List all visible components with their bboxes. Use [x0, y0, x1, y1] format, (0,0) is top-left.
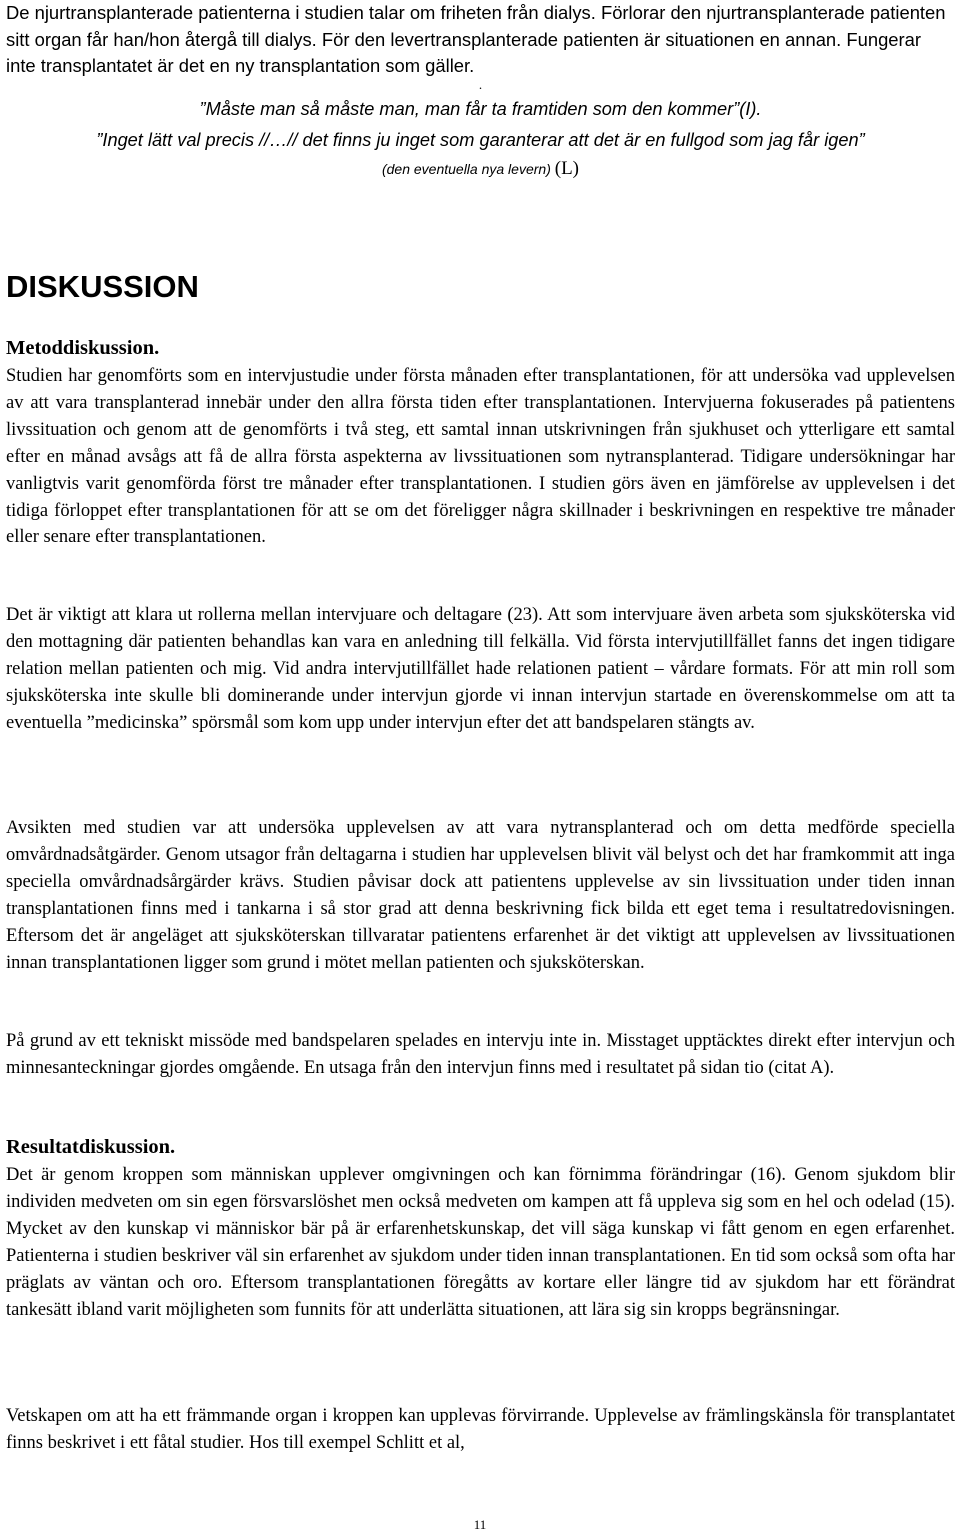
paragraph-text: Vetskapen om att ha ett främmande organ i kroppen kan upplevas förvirrande. Upplevelse av främlingskänsla för transplantatet finns beskrivet i ett fåtal studier. Hos till exempel Schlitt et al, [6, 1406, 955, 1453]
paragraph-text: På grund av ett tekniskt missöde med bandspelaren spelades en intervju inte in. Misstaget upptäcktes direkt efter intervjun och minnesanteckningar gjordes omgående. En utsaga från den intervjun finns med i resultatet på sidan tio (citat A). [6, 1031, 955, 1078]
intro-paragraph: De njurtransplanterade patienterna i studien talar om friheten från dialys. Förlorar den njurtransplanterade patienten sitt organ får han/hon återgå till dialys. För den levertransplanterade patienten är situationen en annan. Fungerar inte transplantatet är det en ny transplantation som gäller. [6, 2, 946, 77]
quote-two: ”Inget lätt val precis //…// det finns ju inget som garanterar att det är en fullgod som jag får igen” [96, 130, 865, 150]
paragraph-text: Studien har genomförts som en intervjustudie under första månaden efter transplantationen, för att undersöka vad upplevelsen av att vara transplanterad innebär under den allra första tiden efter transplantationen. Intervjuerna fokuserades på patientens livssituation och genom att de genomförts i två steg, ett samtal innan utskrivningen från sjukhuset och ytterligare ett samtal efter en månad avsågs att få de allra första aspekterna av livssituationen som nytransplanterad. Tidigare undersökningar har vanligtvis varit genomförda först tre månader efter transplantationen. I studien görs även en jämförelse av upplevelsen i det tidiga förloppet efter transplantationen för att se om det föreligger några skillnader i beskrivningen en respektive tre månader eller senare efter transplantationen. [6, 366, 955, 548]
quote-one: ”Måste man så måste man, man får ta framtiden som den kommer”(I). [199, 99, 762, 119]
paragraph-text: Det är viktigt att klara ut rollerna mellan intervjuare och deltagare (23). Att som intervjuare även arbeta som sjuksköterska vid den mottagning där patienten behandlas kan vara en anledning till felkälla. Vid första intervjutillfället fanns det ingen tidigare relation mellan patienten och mig. Vid andra intervjutillfället hade relationen patient – vårdare formats. För att min roll som sjuksköterska inte skulle bli dominerande under intervjun gjorde vi innan intervjun startade en överenskommelse om att ta eventuella ”medicinska” spörsmål som kom upp under intervjun efter det att bandspelaren stängts av. [6, 605, 955, 733]
quote-two-code: (L) [554, 158, 580, 179]
method-paragraph [6, 363, 955, 551]
quote-two-citation [6, 156, 955, 182]
method-paragraph [6, 1028, 955, 1082]
paragraph-text: Det är genom kroppen som människan upplever omgivningen och kan förnimma förändringar (16). Genom sjukdom blir individen medveten om sin egen försvarslöshet men också medveten om kampen att få uppleva sig som en hel och odelad (15). Mycket av den kunskap vi människor bär på är erfarenhetskunskap, det vill säga kunskap vi fått genom en egen erfarenhet. Patienterna i studien beskriver väl sin erfarenhet av sjukdom under tiden innan transplantationen. En tid som också som ofta har präglats av väntan och oro. Eftersom transplantationen föregåtts av kortare eller längre tid av sjukdom har ett förändrat tankesätt ibland varit möjligheten som funnits för att underlätta situationen, att lära sig sin kropps begränsningar. [6, 1165, 955, 1320]
method-paragraph [6, 815, 955, 976]
result-paragraph [6, 1403, 955, 1457]
separator-dot: . [478, 77, 483, 92]
method-heading: Metoddiskussion. [6, 337, 160, 359]
page-number: 11 [473, 1517, 487, 1532]
result-paragraph [6, 1162, 955, 1323]
paragraph-text: Avsikten med studien var att undersöka upplevelsen av att vara nytransplanterad och om detta medförde speciella omvårdnadsåtgärder. Genom utsagor från deltagarna i studien har upplevelsen blivit väl belyst och det har framkommit att inga speciella omvårdnadsårgärder krävs. Studien påvisar dock att patientens upplevelse av sin livssituation under tiden innan transplantationen finns med i tankarna i så stor grad att denna beskrivning fick bilda ett eget tema i resultatredovisningen. Eftersom det är angeläget att sjuksköterskan tillvaratar patientens erfarenhet är det viktigt att upplevelsen av livssituationen innan transplantationen ligger som grund i mötet mellan patienten och sjuksköterskan. [6, 818, 955, 973]
result-heading: Resultatdiskussion. [6, 1136, 176, 1158]
quote-two-note: (den eventuella nya levern) [381, 161, 551, 177]
method-paragraph [6, 602, 955, 737]
section-heading: DISKUSSION [6, 269, 199, 304]
